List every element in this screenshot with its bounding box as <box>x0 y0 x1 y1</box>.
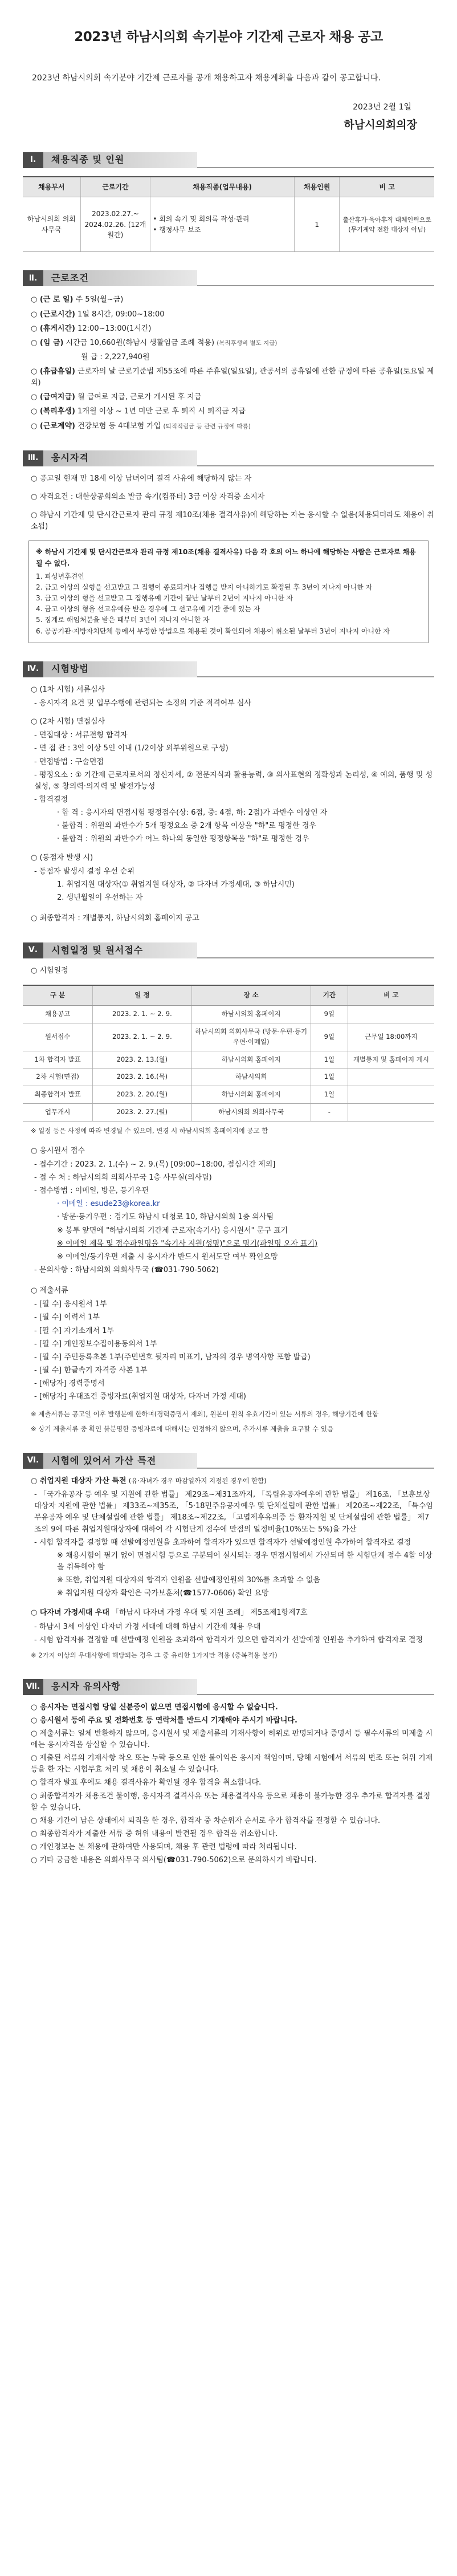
col-header: 비 고 <box>348 985 434 1005</box>
list-item: - [필 수] 개인정보수집이용동의서 1부 <box>34 1339 157 1348</box>
issuing-org: 하남시의회의장 <box>344 119 417 132</box>
page-title: 2023년 하남시의회 속기분야 기간제 근로자 채용 공고 <box>74 30 383 44</box>
docs-note: ※ 상기 제출서류 중 확인 불분명한 증빙자료에 대해서는 인정하지 않으며, 추가서류 제출을 요구할 수 있음 <box>31 1425 334 1433</box>
box-heading: ※ 하남시 기간제 및 단시간근로자 관리 규정 제10조(채용 결격사유) 다음 각 호의 어느 하나에 해당하는 사람은 근로자로 채용될 수 없다. <box>36 548 416 567</box>
table-row <box>23 197 434 252</box>
cell-remark: 출산휴가·육아휴직 대체인력으로 (무기계약 전환 대상자 아님) <box>340 197 434 252</box>
cell-duty: • 회의 속기 및 회의록 작성·관리 • 행정사무 보조 <box>150 197 295 252</box>
list-item: - 면접대상 : 서류전형 합격자 <box>34 731 128 740</box>
schedule-table <box>23 985 434 1122</box>
list-item: - 접 수 처 : 하남시의회 의회사무국 1층 사무실(의사팀) <box>34 1173 212 1182</box>
col-header: 일 정 <box>93 985 191 1005</box>
list-item: ○ 합격자 발표 후에도 채용 결격사유가 확인될 경우 합격을 취소합니다. <box>31 1778 262 1787</box>
list-item: - 면접방법 : 구술면접 <box>34 757 104 766</box>
list-item: - 하남시 3세 이상인 다자녀 가정 세대에 대해 하남시 기간제 채용 우대 <box>34 1622 261 1631</box>
docs-title: ○ 제출서류 <box>31 1286 68 1295</box>
col-header: 장 소 <box>191 985 311 1005</box>
list-item: ○ (급여지급) 월 급여로 지급, 근로가 개시된 후 지급 <box>31 393 202 402</box>
cautions-list <box>23 1702 434 1867</box>
eligibility-1: ○ 공고일 현재 만 18세 이상 남녀이며 결격 사유에 해당하지 않는 자 <box>31 474 252 483</box>
list-item: 4. 금고 이상의 형을 선고유예를 받은 경우에 그 선고유예 기간 중에 있는 자 <box>36 605 260 613</box>
list-item: - 면 접 관 : 3인 이상 5인 이내 (1/2이상 외부위원으로 구성) <box>34 744 228 753</box>
list-item: 3. 금고 이상의 형을 선고받고 그 집행유예 기간이 끝난 날부터 2년이 지나지 아니한 자 <box>36 594 293 603</box>
exam-stage2-list <box>23 730 434 845</box>
list-item: ○ 제출서류는 일체 반환하지 않으며, 응시원서 및 제출서류의 기재사항이 허위로 판명되거나 증명서 등 필수서류의 미제출 시에는 응시자격을 상실할 수 있습니다. <box>31 1729 433 1750</box>
section-label: 시험방법 <box>43 661 197 677</box>
list-item: ○ 개인정보는 본 채용에 관하여만 사용되며, 채용 후 관련 법령에 따라 처리됩니다. <box>31 1843 297 1852</box>
list-item: ○ (근 로 일) 주 5일(월~금) <box>31 295 124 304</box>
section-header-bonus <box>23 1453 434 1469</box>
bonus-2-list <box>23 1622 434 1646</box>
list-item: 2. 금고 이상의 실형을 선고받고 그 집행이 종료되거나 집행을 받지 아니하기로 확정된 후 3년이 지나지 아니한 자 <box>36 583 373 591</box>
list-item: ○ (휴급휴일) 근로자의 날 근로기준법 제55조에 따른 주휴일(일요일), 관공서의 공휴일에 관한 규정에 따른 공휴일(토요일 제외) <box>31 367 434 388</box>
section-label: 채용직종 및 인원 <box>43 152 197 168</box>
list-item: - [해당자] 우대조건 증빙자료(취업지원 대상자, 다자녀 가정 세대) <box>34 1392 246 1401</box>
table-row: 1차 합격자 발표 2023. 2. 13.(월) 하남시의회 홈페이지 1일 개별통지 및 홈페이지 게시 <box>23 1051 434 1068</box>
table-row: 최종합격자 발표 2023. 2. 20.(월) 하남시의회 홈페이지 1일 <box>23 1086 434 1104</box>
list-item: ○ 최종합격자가 제출한 서류 중 허위 내용이 발견될 경우 합격을 취소합니다. <box>31 1830 278 1839</box>
list-item: ※ 채용시험이 필기 없이 면접시험 등으로 구분되어 실시되는 경우 면접시험에서 가산되며 한 시험단계 점수 4할 이상을 취득해야 함 <box>57 1551 432 1571</box>
list-item: - [필 수] 한글속기 자격증 사본 1부 <box>34 1366 148 1375</box>
list-item: 2. 생년월일이 우선하는 자 <box>57 893 143 902</box>
list-item: ○ (근로계약) 건강보험 등 4대보험 가입 (퇴직적립금 등 관련 규정에 따름) <box>31 421 251 430</box>
email-address[interactable]: · 이메일 : esude23@korea.kr <box>57 1200 160 1209</box>
list-item: ○ (임 금) 시간급 10,660원(하남시 생활임금 조례 적용) (복리후생비 별도 지급) <box>31 338 278 347</box>
section-label: 시험일정 및 원서접수 <box>43 942 197 958</box>
list-item: ○ (복리후생) 1개월 이상 ~ 1년 미만 근로 후 퇴직 시 퇴직금 지급 <box>31 407 246 416</box>
job-table <box>23 176 434 253</box>
section-header-exam <box>23 661 434 677</box>
section-label: 응시자격 <box>43 450 197 466</box>
col-header: 비 고 <box>340 177 434 197</box>
section-number: Ⅳ. <box>23 661 43 677</box>
list-item: · 불합격 : 위원의 과반수가 5개 평정요소 중 2개 항목 이상을 "하"로 평정한 경우 <box>57 822 316 831</box>
section-number: Ⅴ. <box>23 942 43 958</box>
list-item: - 시험 합격자를 결정할 때 선발예정인원을 초과하여 합격자가 있으면 합격자가 선발예정인원 추가하여 합격자로 결정 <box>34 1538 411 1547</box>
section-number: Ⅶ. <box>23 1679 43 1695</box>
announcement-date: 2023년 2월 1일 <box>353 102 411 112</box>
section-label: 응시자 유의사항 <box>43 1679 197 1695</box>
bonus-1-list <box>23 1489 434 1599</box>
list-item: 5. 징계로 해임처분을 받은 때부터 3년이 지나지 아니한 자 <box>36 616 210 624</box>
list-item: ※ 취업지원 대상자 확인은 국가보훈처(☎1577-0606) 확인 요망 <box>57 1589 269 1598</box>
bonus-note: ※ 2가지 이상의 우대사항에 해당되는 경우 그 중 유리한 1가지만 적용 (중복적용 불가) <box>31 1651 278 1659</box>
list-item: ○ (근로시간) 1일 8시간, 09:00~18:00 <box>31 310 165 319</box>
list-item: 1. 피성년후견인 <box>36 572 84 580</box>
section-label: 근로조건 <box>43 270 197 286</box>
list-item: ○ 최종합격자가 채용조건 불이행, 응시자격 결격사유 또는 채용결격사유 등으로 채용이 불가능한 경우 추가로 합격자를 결정할 수 있습니다. <box>31 1791 431 1812</box>
section-label: 시험에 있어서 가산 특전 <box>43 1453 197 1469</box>
table-row: 2차 시험(면접) 2023. 2. 16.(목) 하남시의회 1일 <box>23 1068 434 1086</box>
exam-stage1-title: ○ (1차 시험) 서류심사 <box>31 685 105 694</box>
docs-note: ※ 제출서류는 공고일 이후 발행분에 한하며(경력증명서 제외), 원본이 원칙 유효기간이 있는 서류의 경우, 해당기간에 한함 <box>31 1410 379 1419</box>
list-item: ○ 응시원서 등에 주요 및 전화번호 등 연락처를 반드시 기재해야 주시기 바랍니다. <box>31 1716 297 1725</box>
cell-period: 2023.02.27.~ 2024.02.26. (12개월간) <box>80 197 150 252</box>
list-item: - 접수방법 : 이메일, 방문, 등기우편 <box>34 1187 149 1196</box>
section-header-positions <box>23 152 434 168</box>
exam-stage2-title: ○ (2차 시험) 면접심사 <box>31 717 105 726</box>
list-item: - [필 수] 이력서 1부 <box>34 1313 100 1322</box>
col-header: 기간 <box>311 985 348 1005</box>
list-item: · 방문·등기우편 : 경기도 하남시 대청로 10, 하남시의회 1층 의사팀 <box>57 1213 274 1222</box>
apply-title: ○ 응시원서 접수 <box>31 1146 85 1155</box>
schedule-subtitle: ○ 시험일정 <box>31 966 68 976</box>
section-header-eligibility <box>23 450 434 466</box>
list-item: - 시험 합격자를 결정할 때 선발예정 인원을 초과하여 합격자가 있으면 합격자가 선발예정 인원을 추가하여 합격자로 결정 <box>34 1635 423 1644</box>
section-header-conditions <box>23 270 434 286</box>
list-item: ○ (휴게시간) 12:00~13:00(1시간) <box>31 324 152 333</box>
section-header-cautions <box>23 1679 434 1695</box>
list-item: 6. 공공기관·지방자치단체 등에서 부정한 방법으로 채용된 것이 확인되어 채용이 취소된 날부터 3년이 지나지 아니한 자 <box>36 627 390 635</box>
list-item: - 문의사항 : 하남시의회 의회사무국 (☎031-790-5062) <box>34 1265 219 1274</box>
list-item: · 불합격 : 위원의 과반수가 어느 하나의 동일한 평정항목을 "하"로 평정한 경우 <box>57 835 309 844</box>
list-item: - [필 수] 주민등록초본 1부(주민번호 뒷자리 미표기, 남자의 경우 병역사항 포함 발급) <box>34 1352 311 1362</box>
list-item: ○ 채용 기간이 남은 상태에서 퇴직을 한 경우, 합격자 중 차순위자 순서로 추가 합격자를 결정할 수 있습니다. <box>31 1816 381 1825</box>
bonus-1-heading: ○ 취업지원 대상자 가산 특전 (유·자녀가 경우 마감일까지 지정된 경우에 한함) <box>31 1476 267 1485</box>
list-item: - 합격결정 <box>34 795 68 804</box>
schedule-footnote: ※ 일정 등은 사정에 따라 변경될 수 있으며, 변경 시 하남시의회 홈페이지에 공고 함 <box>31 1126 268 1135</box>
list-item: - 「국가유공자 등 예우 및 지원에 관한 법률」 제29조~제31조까지, 「독립유공자예우에 관한 법률」 제16조, 「보훈보상대상자 지원에 관한 법률」 제33조~제35조, 「5·18민주유공자예우 및 단체설립에 관한 법률」 제20조~제22조, 「특수임무유공자 예우 및 단체설립에 관한 법률」 제18조~제22조, 「고엽제후유의증 등 환자지원 및 단체설립에 관한 법률」 제7조의 9에 따른 취업지원대상자에 대하여 각 시험단계 점수에 만점의 일정비율(10%또는 5%)을 가산 <box>34 1490 433 1534</box>
section-number: Ⅲ. <box>23 450 43 466</box>
col-header: 채용직종(업무내용) <box>150 177 295 197</box>
list-item: - [해당자] 경력증명서 <box>34 1379 105 1388</box>
section-number: Ⅵ. <box>23 1453 43 1469</box>
list-item: ※ 봉투 앞면에 "하남시의회 기간제 근로자(속기사) 응시원서" 문구 표기 <box>57 1226 288 1235</box>
section-number: Ⅱ. <box>23 270 43 286</box>
bonus-2-heading: ○ 다자녀 가정세대 우대 「하남시 다자녀 가정 우대 및 지원 조례」 제5조제1항제7호 <box>31 1608 308 1618</box>
cell-count: 1 <box>295 197 340 252</box>
list-item: ○ 응시자는 면접시험 당일 신분증이 없으면 면접시험에 응시할 수 없습니다. <box>31 1703 278 1712</box>
apply-list <box>23 1159 434 1276</box>
col-header: 채용인원 <box>295 177 340 197</box>
list-item: - 접수기간 : 2023. 2. 1.(수) ~ 2. 9.(목) [09:00~18:00, 점심시간 제외] <box>34 1160 276 1169</box>
eligibility-2: ○ 자격요건 : 대한상공회의소 발급 속기(컴퓨터) 3급 이상 자격증 소지자 <box>31 492 265 501</box>
exam-tie-list <box>23 866 434 904</box>
col-header: 구 분 <box>23 985 93 1005</box>
list-item: ○ 제출된 서류의 기재사항 착오 또는 누락 등으로 인한 불이익은 응시자 책임이며, 당해 시험에서 서류의 변조 또는 허위 기재 등을 한 자는 시험무효 처리 및 채용이 취소될 수 있습니다. <box>31 1754 433 1774</box>
table-row: 채용공고 2023. 2. 1. ~ 2. 9. 하남시의회 홈페이지 9일 <box>23 1006 434 1023</box>
list-item: 월 급 : 2,227,940원 <box>81 352 150 361</box>
col-header: 근로기간 <box>80 177 150 197</box>
list-item: ※ 이메일 제목 및 접수파일명을 "속기사 지원(성명)"으로 명기(파일명 오자 표기) <box>57 1239 318 1248</box>
exam-stage1-text: - 응시자격 요건 및 업무수행에 관련되는 소정의 기준 적격여부 심사 <box>34 698 251 708</box>
list-item: - 평정요소 : ① 기간제 근로자로서의 정신자세, ② 전문지식과 활용능력, ③ 의사표현의 정확성과 논리성, ④ 예의, 품행 및 성실성, ⑤ 창의력·의지력 및 발전가능성 <box>34 770 433 791</box>
eligibility-3: ○ 하남시 기간제 및 단시간근로자 관리 규정 제10조(채용 결격사유)에 해당하는 자는 응시할 수 없음(채용되더라도 채용이 취소됨) <box>31 511 434 531</box>
conditions-list <box>23 294 434 432</box>
table-row: 업무개시 2023. 2. 27.(월) 하남시의회 의회사무국 - <box>23 1104 434 1122</box>
cell-dept: 하남시의회 의회사무국 <box>23 197 80 252</box>
docs-list <box>23 1299 434 1403</box>
section-header-schedule <box>23 942 434 958</box>
list-item: 1. 취업지원 대상자(① 취업지원 대상자, ② 다자녀 가정세대, ③ 하남시민) <box>57 880 295 889</box>
section-number: Ⅰ. <box>23 152 43 168</box>
intro-text: 2023년 하남시의회 속기분야 기간제 근로자를 공개 채용하고자 채용계획을 다음과 같이 공고합니다. <box>32 73 381 83</box>
exam-final: ○ 최종합격자 : 개별통지, 하남시의회 홈페이지 공고 <box>31 914 199 923</box>
list-item: - [필 수] 응시원서 1부 <box>34 1300 107 1309</box>
exam-tie-title: ○ (동점자 발생 시) <box>31 853 93 862</box>
list-item: - [필 수] 자기소개서 1부 <box>34 1326 115 1335</box>
col-header: 채용부서 <box>23 177 80 197</box>
list-item: · 합 격 : 응시자의 면접시험 평정점수(상: 6점, 중: 4점, 하: 2점)가 과반수 이상인 자 <box>57 808 328 818</box>
list-item: ※ 이메일/등기우편 제출 시 응시자가 반드시 원서도달 여부 확인요망 <box>57 1252 278 1261</box>
table-row: 원서접수 2023. 2. 1. ~ 2. 9. 하남시의회 의회사무국 (방문·우편·등기우편·이메일) 9일 근무일 18:00까지 <box>23 1023 434 1051</box>
disqualification-box <box>28 541 429 643</box>
list-item: ※ 또한, 취업지원 대상자의 합격자 인원을 선발예정인원의 30%를 초과할 수 없음 <box>57 1576 320 1585</box>
list-item: - 동점자 발생시 결정 우선 순위 <box>34 867 135 876</box>
list-item: ○ 기타 궁금한 내용은 의회사무국 의사팀(☎031-790-5062)으로 문의하시기 바랍니다. <box>31 1856 317 1865</box>
